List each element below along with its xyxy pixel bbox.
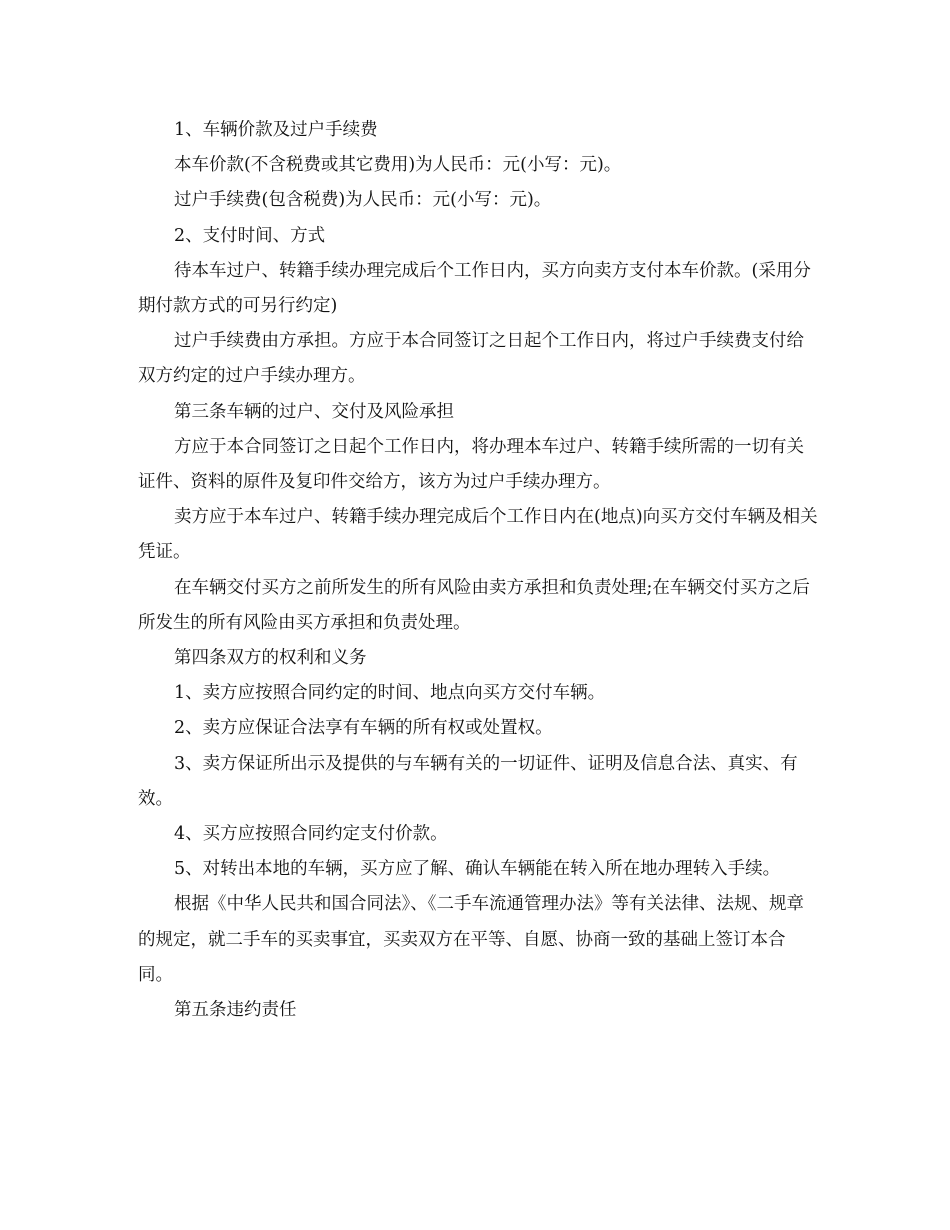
article-five-title: 第五条违约责任 <box>174 1000 297 1021</box>
paragraph-legal-basis: 根据《中华人民共和国合同法》、《二手车流通管理办法》等有关法律、法规、规章的规定，就二手车的买卖事宜，买卖双方在平等、自愿、协商一致的基础上签订本合同。 <box>138 894 804 985</box>
paragraph-transfer-fee: 过户手续费(包含税费)为人民币：元(小写：元)。 <box>174 190 552 211</box>
paragraph-price-heading: 1、车辆价款及过户手续费 <box>174 120 378 140</box>
paragraph-obligation-1: 1、卖方应按照合同约定的时间、地点向买方交付车辆。 <box>174 683 606 704</box>
paragraph-obligation-3: 3、卖方保证所出示及提供的与车辆有关的一切证件、证明及信息合法、真实、有效。 <box>138 753 798 809</box>
article-four-title: 第四条双方的权利和义务 <box>174 648 367 669</box>
paragraph-vehicle-delivery: 卖方应于本车过户、转籍手续办理完成后个工作日内在(地点)向买方交付车辆及相关凭证。 <box>138 507 818 563</box>
paragraph-obligation-4: 4、买方应按照合同约定支付价款。 <box>174 824 448 845</box>
paragraph-obligation-5: 5、对转出本地的车辆，买方应了解、确认车辆能在转入所在地办理转入手续。 <box>174 859 781 880</box>
document-body <box>138 113 818 1028</box>
article-three-title: 第三条车辆的过户、交付及风险承担 <box>174 401 454 422</box>
paragraph-risk: 在车辆交付买方之前所发生的所有风险由卖方承担和负责处理;在车辆交付买方之后所发生的所有风险由买方承担和负责处理。 <box>138 577 810 633</box>
paragraph-fee-bearer: 过户手续费由方承担。方应于本合同签订之日起个工作日内，将过户手续费支付给双方约定的过户手续办理方。 <box>138 331 804 387</box>
paragraph-documents-handover: 方应于本合同签订之日起个工作日内，将办理本车过户、转籍手续所需的一切有关证件、资料的原件及复印件交给方，该方为过户手续办理方。 <box>138 436 804 493</box>
paragraph-vehicle-price: 本车价款(不含税费或其它费用)为人民币：元(小写：元)。 <box>174 155 622 176</box>
paragraph-payment-time: 待本车过户、转籍手续办理完成后个工作日内，买方向卖方支付本车价款。(采用分期付款方式的可另行约定) <box>138 260 811 317</box>
paragraph-payment-heading: 2、支付时间、方式 <box>174 225 326 246</box>
paragraph-obligation-2: 2、卖方应保证合法享有车辆的所有权或处置权。 <box>174 718 553 739</box>
